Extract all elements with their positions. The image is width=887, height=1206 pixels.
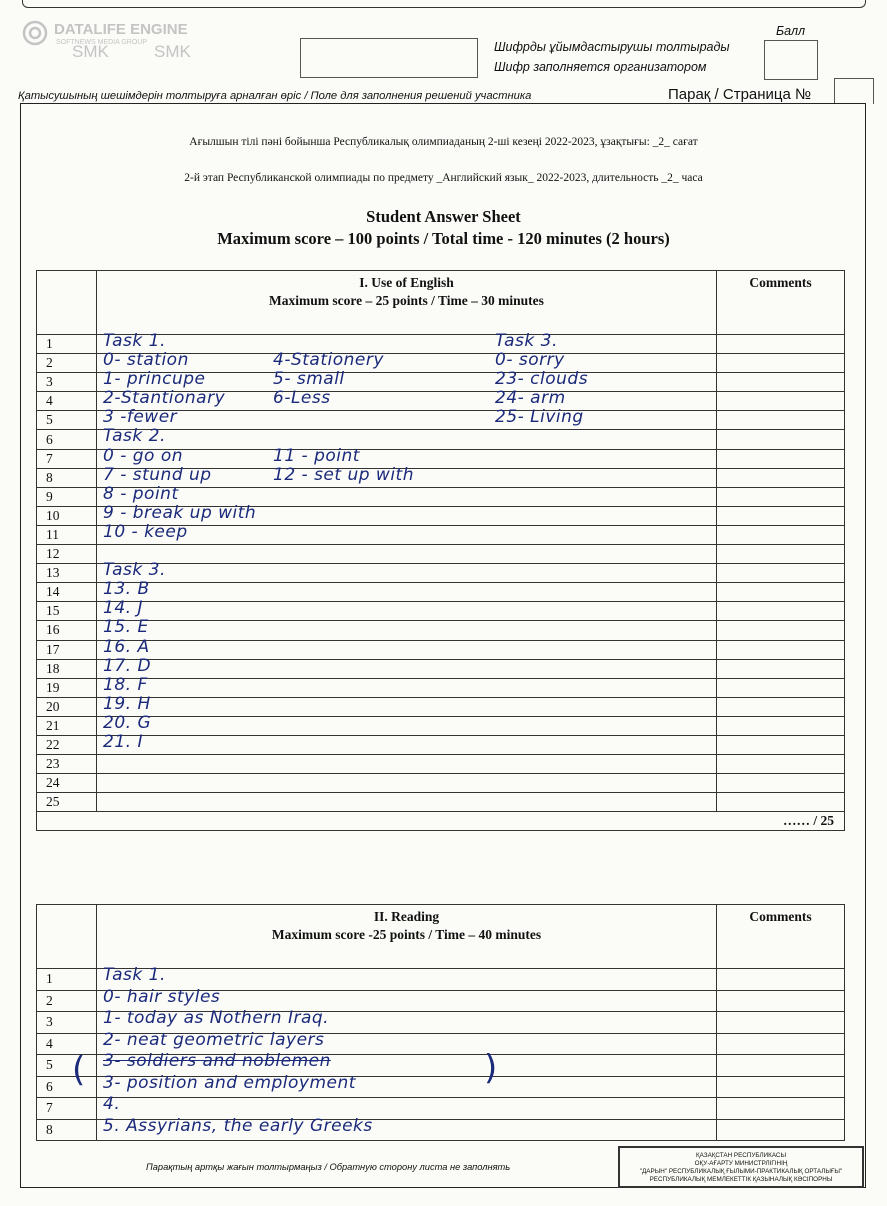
comment-cell (717, 487, 845, 506)
comment-cell (717, 602, 845, 621)
answer-cell (97, 407, 717, 430)
top-border (22, 0, 866, 8)
comment-cell (717, 525, 845, 544)
answer-row (37, 640, 845, 659)
handwritten-answer: 10 - keep (103, 521, 188, 542)
answer-cell-inner (97, 617, 716, 639)
comment-cell (717, 1055, 845, 1077)
handwritten-answer: 4-Stationery (273, 350, 384, 371)
answer-cell-inner (97, 693, 716, 716)
answer-cell (97, 693, 717, 716)
answer-cell-inner (97, 793, 716, 811)
handwritten-answer: 1- today as Nothern Iraq. (103, 1008, 330, 1028)
handwritten-answer: 17. D (103, 655, 152, 676)
handwritten-answer: 7 - stund up (103, 464, 212, 485)
answer-cell-inner (97, 407, 716, 429)
row-number: 8 (37, 1119, 97, 1141)
cipher-label-kz: Шифрды ұйымдастырушы толтырады (494, 40, 730, 54)
comment-cell (717, 411, 845, 430)
answer-cell-inner (97, 331, 716, 353)
comment-cell (717, 564, 845, 583)
answer-cell-inner (97, 545, 716, 563)
row-number: 8 (37, 468, 97, 487)
stamp-line: РЕСПУБЛИКАЛЫҚ МЕМЛЕКЕТТІК ҚАЗЫНАЛЫҚ КӘСІПОРНЫ (649, 1176, 833, 1183)
answer-cell (97, 579, 717, 602)
sheet-subtitle: Maximum score – 100 points / Total time - 120 minutes (2 hours) (217, 229, 670, 248)
row-number: 2 (37, 990, 97, 1012)
page-number-label: Парақ / Страница № (668, 86, 812, 103)
cipher-label-ru: Шифр заполняется организатором (494, 60, 707, 74)
section-subtitle: Maximum score – 25 points / Time – 30 minutes (269, 293, 544, 308)
comment-cell (717, 1119, 845, 1141)
answer-cell-inner (97, 774, 716, 792)
comment-cell (717, 621, 845, 640)
stamp-line: ҚАЗАҚСТАН РЕСПУБЛИКАСЫ (695, 1152, 787, 1159)
section-total: …… / 25 (717, 812, 845, 831)
row-number: 3 (37, 373, 97, 392)
comment-cell (717, 678, 845, 697)
handwritten-answer: 4. (103, 1094, 121, 1114)
handwritten-answer: 15. E (103, 617, 149, 638)
reading-table (36, 904, 845, 1141)
answer-cell-inner (97, 712, 716, 735)
handwritten-answer: 5. Assyrians, the early Greeks (103, 1115, 373, 1136)
row-number: 16 (37, 621, 97, 640)
row-number: 4 (37, 392, 97, 411)
comment-cell (717, 1098, 845, 1120)
row-number: 19 (37, 678, 97, 697)
comment-cell (717, 716, 845, 735)
answer-cell (97, 793, 717, 812)
answer-cell (97, 331, 717, 354)
row-number: 15 (37, 602, 97, 621)
handwritten-answer: 8 - point (103, 483, 179, 504)
answer-row (37, 1119, 845, 1141)
row-number: 13 (37, 564, 97, 583)
row-number: 18 (37, 659, 97, 678)
answer-cell (97, 545, 717, 564)
answer-cell-inner (97, 755, 716, 773)
watermark-smk: SMK (72, 42, 109, 61)
row-number: 1 (37, 969, 97, 991)
comment-cell (717, 430, 845, 449)
handwritten-answer: 0- sorry (495, 350, 565, 371)
answer-cell-inner (97, 1072, 716, 1098)
comment-cell (717, 506, 845, 525)
comment-cell (717, 1012, 845, 1034)
comment-cell (717, 354, 845, 373)
corner-cell (37, 905, 97, 969)
row-number: 23 (37, 755, 97, 774)
comment-cell (717, 1033, 845, 1055)
field-notice: Қатысушының шешімдерін толтыруға арналған өріс / Поле для заполнения решений участника (18, 90, 532, 102)
comments-header: Comments (717, 271, 845, 335)
handwritten-answer: 12 - set up with (273, 464, 414, 485)
answer-cell (97, 388, 717, 411)
row-number: 21 (37, 716, 97, 735)
row-number: 2 (37, 354, 97, 373)
row-number: 6 (37, 1076, 97, 1098)
section-header (97, 905, 717, 969)
handwritten-answer: 25- Living (495, 407, 584, 428)
section-title: I. Use of English (359, 275, 454, 290)
comment-cell (717, 969, 845, 991)
handwritten-answer: 14. J (103, 598, 143, 619)
answer-row (37, 793, 845, 812)
bracket-mark: ( (72, 1050, 86, 1090)
comment-cell (717, 449, 845, 468)
handwritten-answer: Task 3. (495, 331, 558, 351)
answer-cell-inner (97, 521, 716, 544)
watermark-smk: SMK (154, 42, 191, 61)
comment-cell (717, 774, 845, 793)
answer-row (37, 755, 845, 774)
score-box (764, 40, 818, 80)
answer-cell (97, 598, 717, 621)
row-number: 20 (37, 697, 97, 716)
handwritten-answer: 0 - go on (103, 445, 184, 466)
answer-cell-inner (97, 674, 716, 697)
answer-cell (97, 774, 717, 793)
answer-cell (97, 617, 717, 640)
answer-row (37, 564, 845, 583)
section-subtitle: Maximum score -25 points / Time – 40 minutes (271, 927, 542, 942)
comment-cell (717, 373, 845, 392)
handwritten-answer: Task 2. (103, 426, 166, 447)
answer-cell (97, 731, 717, 754)
answer-cell-inner (97, 388, 716, 410)
handwritten-answer: 13. B (103, 579, 150, 600)
row-number: 22 (37, 735, 97, 754)
comment-cell (717, 659, 845, 678)
answer-cell (97, 426, 717, 449)
answer-cell-inner (97, 655, 716, 678)
answer-cell-inner (97, 1115, 716, 1141)
comment-cell (717, 990, 845, 1012)
row-number: 9 (37, 487, 97, 506)
handwritten-answer: 23- clouds (495, 369, 589, 390)
score-label: Балл (776, 24, 806, 38)
row-number: 3 (37, 1012, 97, 1034)
row-number: 1 (37, 335, 97, 354)
section-header (97, 271, 717, 335)
section-title: II. Reading (373, 909, 440, 924)
handwritten-answer: 9 - break up with (103, 502, 257, 523)
row-number: 5 (37, 411, 97, 430)
handwritten-answer: 0- hair styles (103, 986, 221, 1007)
comment-cell (717, 545, 845, 564)
answer-cell-inner (97, 464, 716, 487)
sheet-title: Student Answer Sheet (366, 207, 521, 226)
answer-row (37, 735, 845, 754)
watermark-subtitle: SOFTNEWS MEDIA GROUP (56, 39, 148, 46)
comment-cell (717, 468, 845, 487)
row-number: 6 (37, 430, 97, 449)
corner-cell (37, 271, 97, 335)
total-row-left (37, 812, 97, 831)
cipher-box (300, 38, 478, 78)
answer-cell-inner (97, 502, 716, 525)
handwritten-answer: 3- soldiers and noblemen (103, 1051, 331, 1071)
row-number: 24 (37, 774, 97, 793)
handwritten-answer: Task 1. (103, 331, 166, 351)
comment-cell (717, 697, 845, 716)
comments-header: Comments (717, 905, 845, 969)
row-number: 7 (37, 1098, 97, 1120)
olympiad-title-kz: Ағылшын тілі пәні бойынша Республикалық олимпиаданың 2-ші кезеңі 2022-2023, ұзақтығы: _2_ сағат (189, 136, 698, 148)
comment-cell (717, 583, 845, 602)
answer-row (37, 583, 845, 602)
answer-cell (97, 1115, 717, 1141)
handwritten-answer: 3 -fewer (103, 407, 178, 428)
answer-row (37, 1076, 845, 1098)
answer-row (37, 525, 845, 544)
answer-cell (97, 712, 717, 735)
comment-cell (717, 1076, 845, 1098)
answer-row (37, 678, 845, 697)
handwritten-answer: 20. G (103, 712, 152, 733)
answer-cell (97, 464, 717, 487)
row-number: 17 (37, 640, 97, 659)
row-number: 5 (37, 1055, 97, 1077)
handwritten-answer: 5- small (273, 369, 345, 390)
page-number-box (834, 78, 874, 104)
organization-stamp (618, 1146, 864, 1188)
handwritten-answer: Task 1. (103, 965, 166, 985)
handwritten-answer: 2- neat geometric layers (103, 1029, 325, 1050)
answer-cell (97, 1072, 717, 1098)
answer-cell-inner (97, 560, 716, 582)
row-number: 10 (37, 506, 97, 525)
answer-row (37, 774, 845, 793)
row-number: 14 (37, 583, 97, 602)
answer-cell-inner (97, 426, 716, 448)
row-number: 7 (37, 449, 97, 468)
handwritten-answer: 3- position and employment (103, 1072, 356, 1093)
answer-cell (97, 521, 717, 544)
row-number: 12 (37, 545, 97, 564)
answer-cell (97, 560, 717, 583)
olympiad-title-ru: 2-й этап Республиканской олимпиады по предмету _Английский язык_ 2022-2023, длительность _2_ часа (184, 172, 703, 184)
row-number: 11 (37, 525, 97, 544)
handwritten-answer: 19. H (103, 693, 151, 714)
stamp-line: "ДАРЫН" РЕСПУБЛИКАЛЫҚ ҒЫЛЫМИ-ПРАКТИКАЛЫҚ ОРТАЛЫҒЫ" (639, 1168, 843, 1175)
answer-cell (97, 636, 717, 659)
answer-row (37, 621, 845, 640)
answer-cell (97, 755, 717, 774)
comment-cell (717, 335, 845, 354)
handwritten-answer: 2-Stantionary (103, 388, 226, 409)
answer-cell (97, 655, 717, 678)
answer-cell (97, 674, 717, 697)
bracket-mark: ) (484, 1048, 498, 1088)
answer-cell-inner (97, 598, 716, 620)
answer-row (37, 716, 845, 735)
comment-cell (717, 392, 845, 411)
answer-cell-inner (97, 579, 716, 601)
handwritten-answer: Task 3. (103, 560, 166, 581)
handwritten-answer: 21. I (103, 731, 143, 752)
answer-cell-inner (97, 731, 716, 754)
answer-cell-inner (97, 636, 716, 659)
handwritten-answer: 11 - point (273, 445, 360, 466)
datalife-logo-icon (22, 20, 48, 46)
row-number: 25 (37, 793, 97, 812)
handwritten-answer: 6-Less (273, 388, 331, 409)
answer-row (37, 659, 845, 678)
handwritten-answer: 16. A (103, 636, 150, 657)
row-number: 4 (37, 1033, 97, 1055)
comment-cell (717, 755, 845, 774)
stamp-line: ОҚУ-АҒАРТУ МИНИСТРЛІГІНІҢ (694, 1160, 788, 1167)
handwritten-answer: 18. F (103, 674, 148, 695)
answer-cell (97, 502, 717, 525)
comment-cell (717, 793, 845, 812)
handwritten-answer: 0- station (103, 350, 189, 371)
comment-cell (717, 735, 845, 754)
watermark-title: DATALIFE ENGINE (54, 21, 188, 38)
use-of-english-table (36, 270, 845, 831)
handwritten-answer: 24- arm (495, 388, 566, 409)
comment-cell (717, 640, 845, 659)
answer-row (37, 602, 845, 621)
answer-row (37, 697, 845, 716)
footer-note: Парақтың артқы жағын толтырмаңыз / Обратную сторону листа не заполнять (146, 1162, 511, 1172)
handwritten-answer: 1- princupe (103, 369, 206, 390)
total-row-mid (97, 812, 717, 831)
